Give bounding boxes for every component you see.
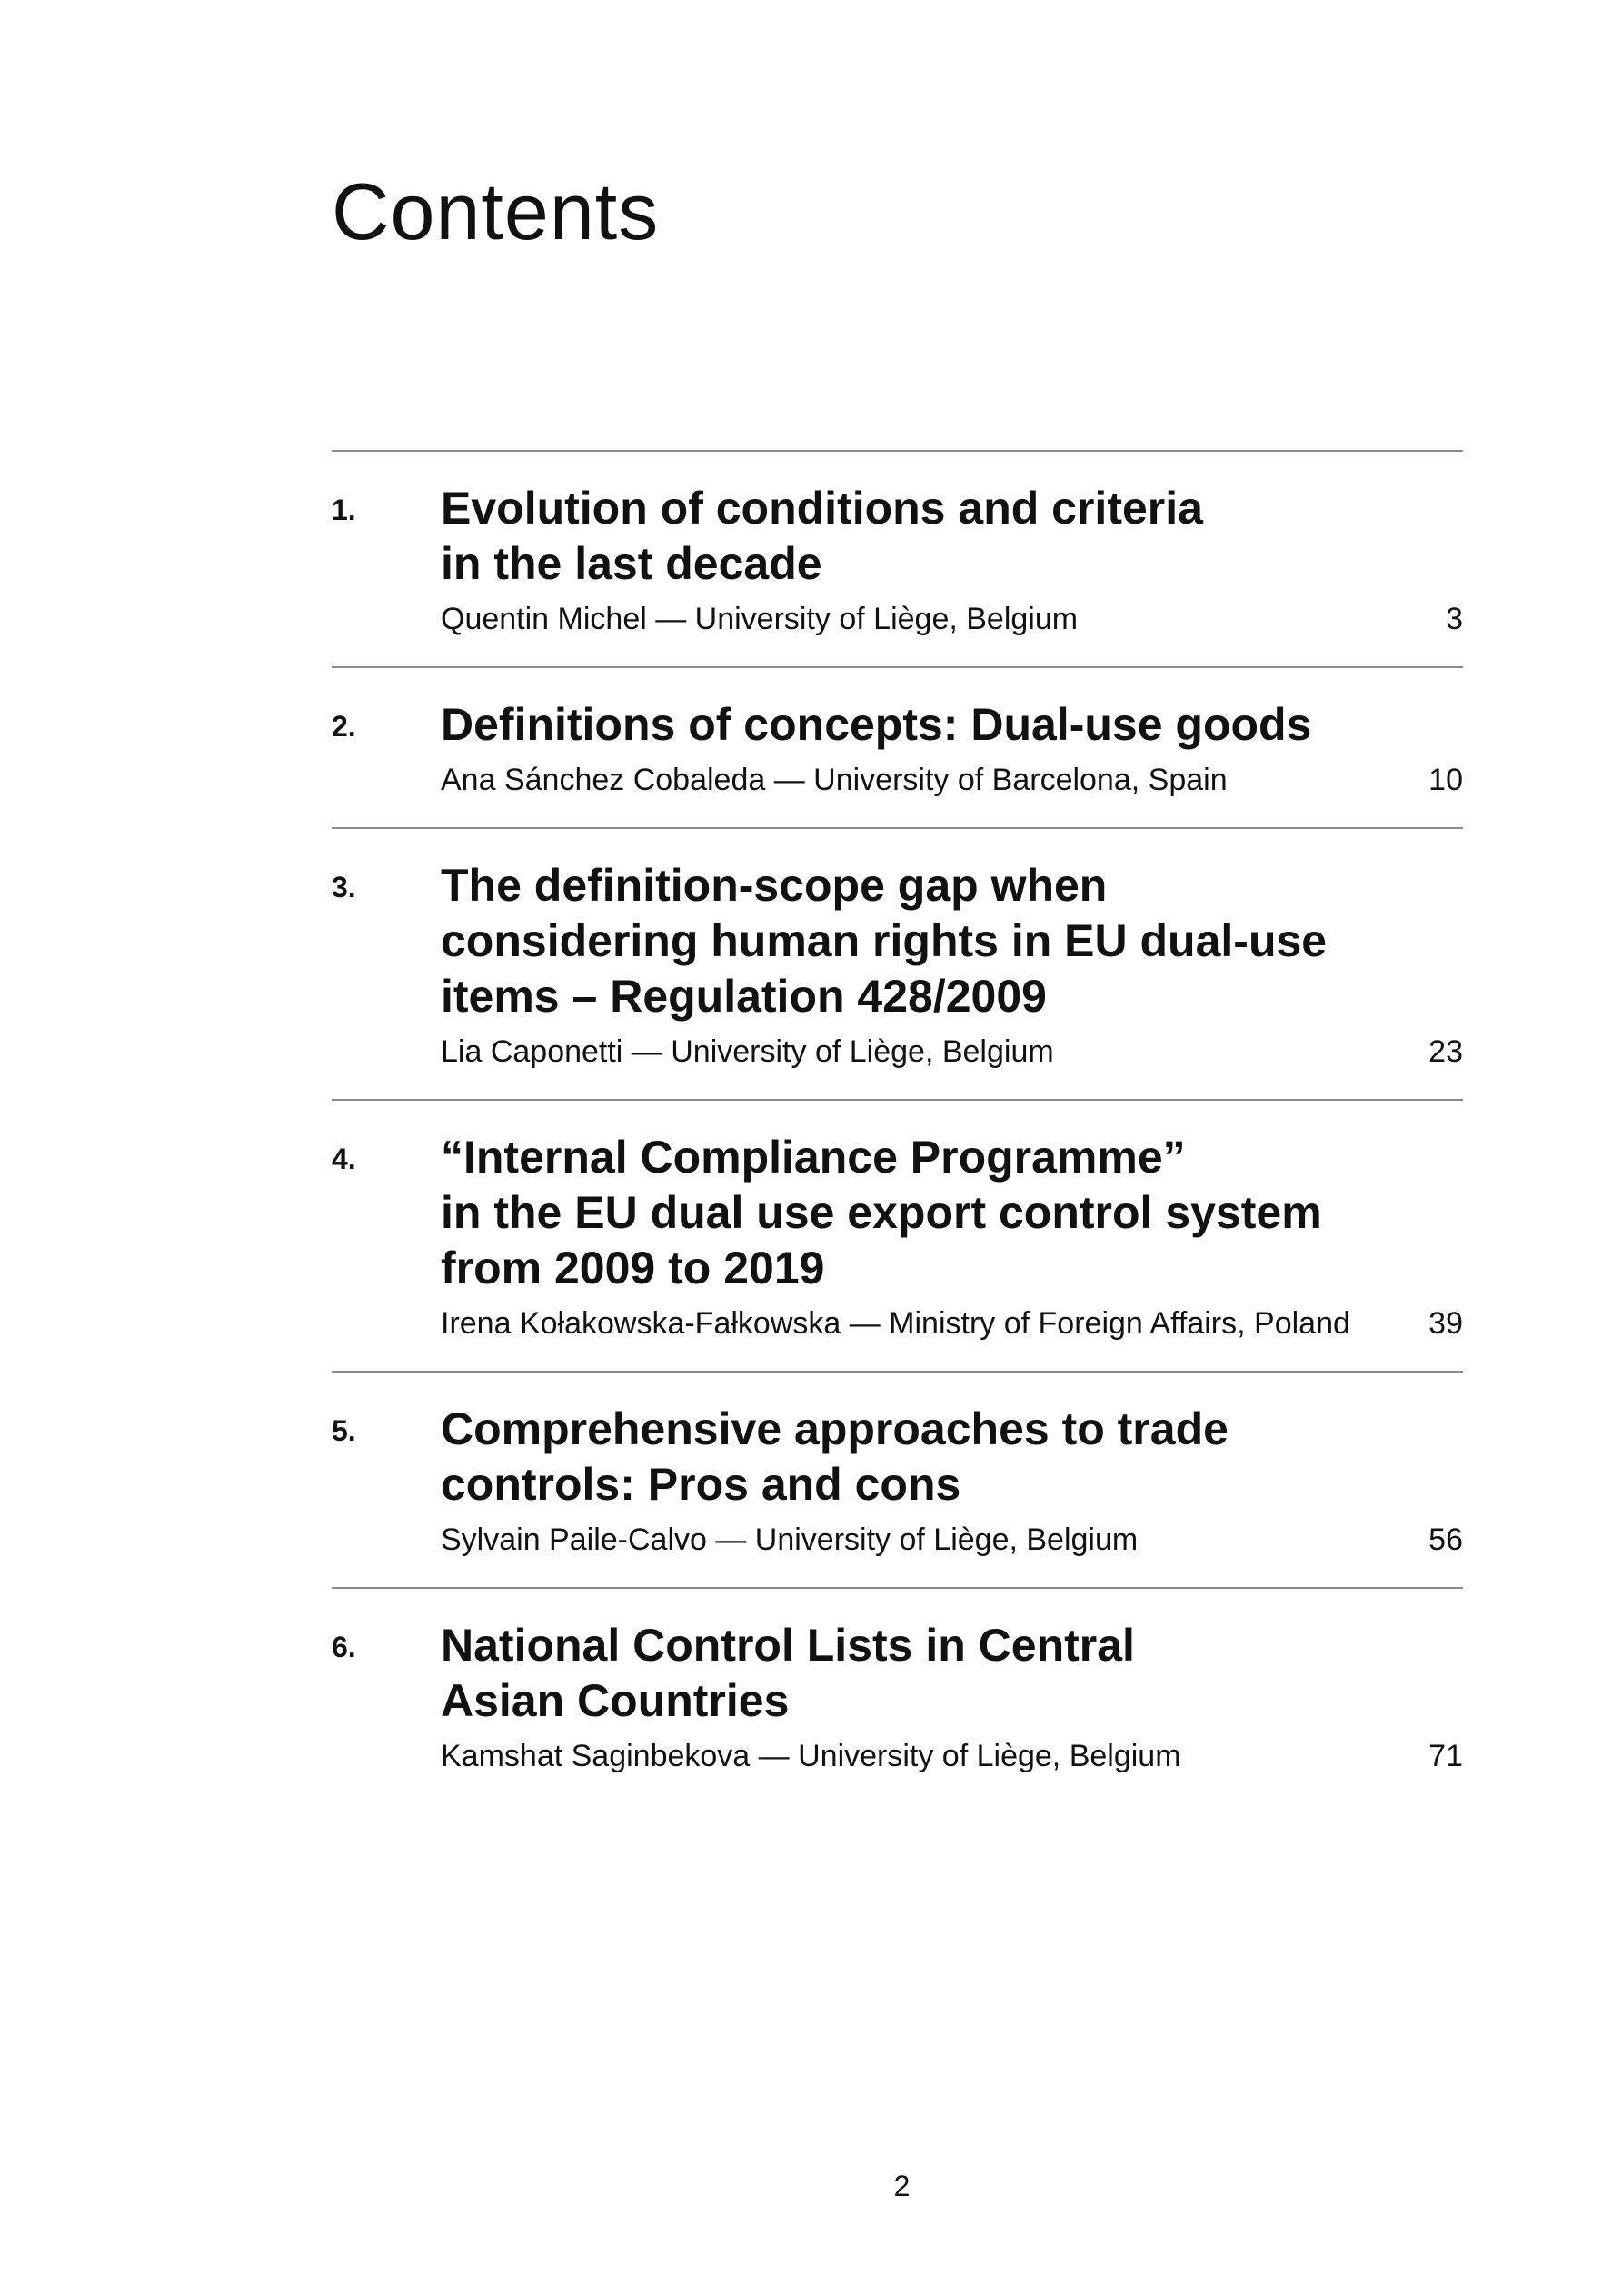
chapter-title[interactable] [441, 858, 1368, 1024]
chapter-title-line: controls: Pros and cons [441, 1459, 961, 1510]
chapter-number: 5. [332, 1414, 356, 1447]
chapter-page-number[interactable]: 71 [1428, 1739, 1463, 1773]
chapter-meta [441, 599, 1463, 639]
chapter-number: 2. [332, 710, 356, 743]
chapter-title[interactable] [441, 697, 1368, 753]
chapter-title-line: Comprehensive approaches to trade [441, 1403, 1229, 1454]
chapter-title[interactable] [441, 1618, 1368, 1729]
page-title: Contents [332, 166, 660, 256]
chapter-title[interactable] [441, 1130, 1368, 1296]
chapter-author: Ana Sánchez Cobaleda — University of Barcelona, Spain [441, 763, 1228, 797]
chapter-meta [441, 760, 1463, 800]
chapter-number: 6. [332, 1631, 356, 1663]
toc-entry-5[interactable] [332, 1371, 1463, 1587]
chapter-title-line: in the last decade [441, 538, 822, 589]
chapter-title-line: from 2009 to 2019 [441, 1243, 825, 1293]
chapter-meta [441, 1520, 1463, 1560]
chapter-meta [441, 1736, 1463, 1776]
chapter-page-number[interactable]: 56 [1428, 1522, 1463, 1557]
chapter-author: Quentin Michel — University of Liège, Belgium [441, 602, 1079, 636]
chapter-page-number[interactable]: 3 [1446, 602, 1463, 636]
chapter-title-line: in the EU dual use export control system [441, 1187, 1322, 1238]
toc-entry-3[interactable] [332, 827, 1463, 1099]
chapter-title-line: “Internal Compliance Programme” [441, 1132, 1186, 1183]
chapter-number: 1. [332, 494, 356, 526]
chapter-title-line: items – Regulation 428/2009 [441, 971, 1047, 1022]
chapter-number: 3. [332, 871, 356, 903]
footer-page-number: 2 [893, 2170, 911, 2202]
toc-entry-body [441, 1618, 1463, 1776]
chapter-meta [441, 1303, 1463, 1343]
chapter-page-number[interactable]: 23 [1428, 1034, 1463, 1069]
chapter-title-line: Definitions of concepts: Dual-use goods [441, 699, 1312, 750]
toc-entry-body [441, 1130, 1463, 1343]
chapter-page-number[interactable]: 10 [1428, 763, 1463, 797]
toc-entry-6[interactable] [332, 1587, 1463, 1803]
toc-entry-body [441, 858, 1463, 1072]
toc-entry-body [441, 697, 1463, 800]
toc-entry-4[interactable] [332, 1099, 1463, 1371]
chapter-author: Sylvain Paile-Calvo — University of Liège, Belgium [441, 1522, 1139, 1557]
toc-entry-body [441, 1402, 1463, 1560]
toc-entry-1[interactable] [332, 450, 1463, 666]
chapter-author: Lia Caponetti — University of Liège, Belgium [441, 1034, 1054, 1069]
chapter-title-line: National Control Lists in Central [441, 1620, 1135, 1671]
chapter-title[interactable] [441, 481, 1368, 592]
chapter-page-number[interactable]: 39 [1428, 1306, 1463, 1341]
chapter-author: Kamshat Saginbekova — University of Liège, Belgium [441, 1739, 1181, 1773]
chapter-number: 4. [332, 1143, 356, 1175]
toc-entry-body [441, 481, 1463, 639]
chapter-title-line: The definition-scope gap when [441, 860, 1108, 911]
chapter-title-line: Evolution of conditions and criteria [441, 483, 1203, 534]
toc-entry-2[interactable] [332, 666, 1463, 827]
chapter-title-line: considering human rights in EU dual-use [441, 915, 1328, 966]
chapter-title[interactable] [441, 1402, 1368, 1512]
chapter-author: Irena Kołakowska-Fałkowska — Ministry of Foreign Affairs, Poland [441, 1306, 1350, 1341]
chapter-title-line: Asian Countries [441, 1675, 790, 1726]
chapter-meta [441, 1032, 1463, 1072]
table-of-contents [332, 450, 1463, 1803]
